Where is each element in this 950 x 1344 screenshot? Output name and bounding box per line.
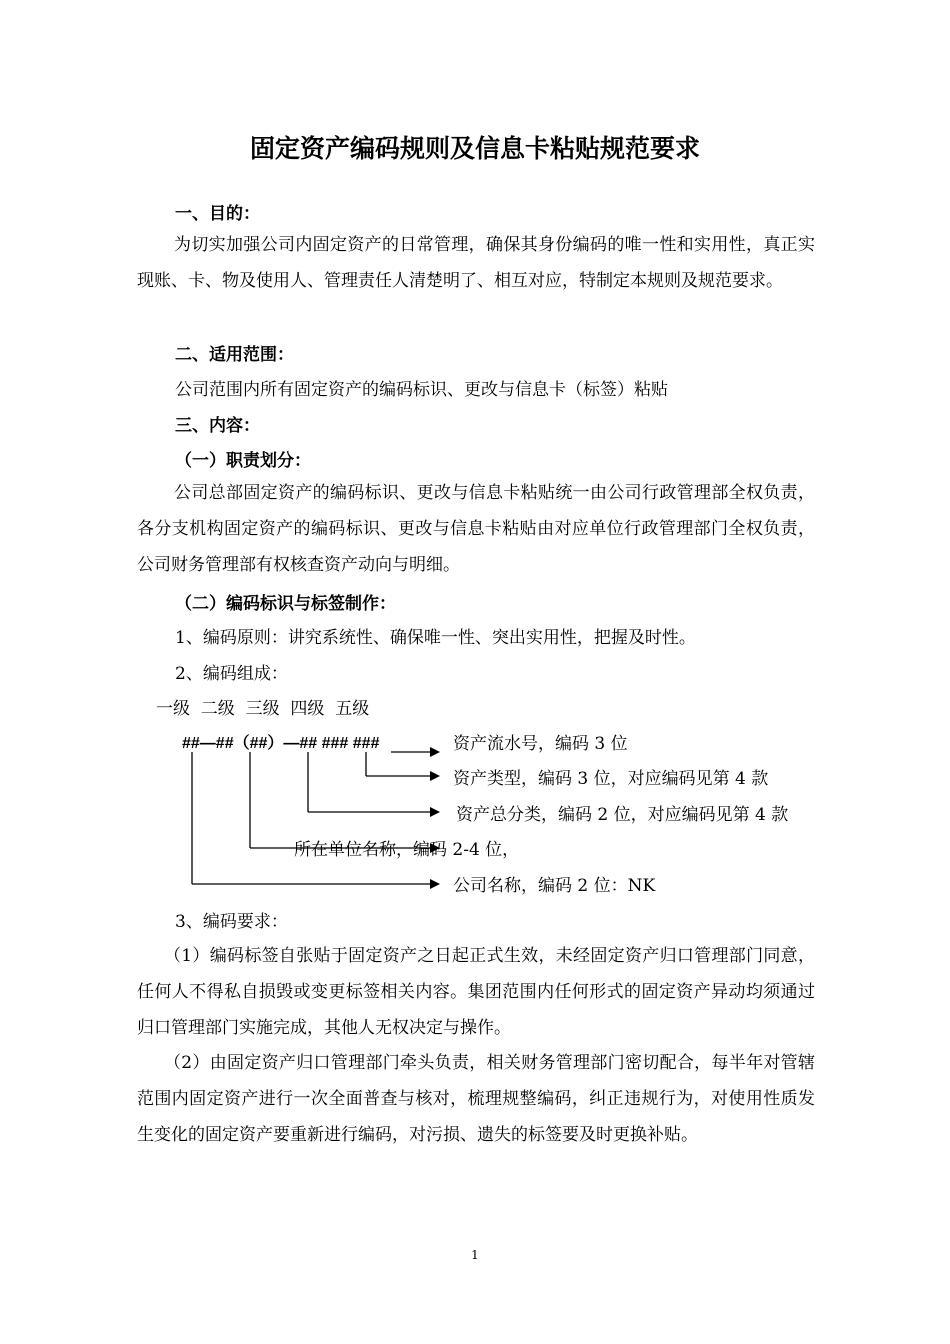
page-title: 固定资产编码规则及信息卡粘贴规范要求 [249,134,700,163]
section-2-text: 公司范围内所有固定资产的编码标识、更改与信息卡（标签）粘贴 [175,380,668,400]
page-number: 1 [471,1248,479,1262]
code-levels: 一级 二级 三级 四级 五级 [156,699,370,719]
label-serial: 资产流水号，编码 3 位 [453,734,628,754]
label-company-name: 公司名称，编码 2 位：NK [453,876,656,896]
item-1: 1、编码原则：讲究系统性、确保唯一性、突出实用性，把握及时性。 [175,628,696,648]
code-format: ##—##（##）—## ### ### [182,735,380,752]
section-1-heading: 一、目的： [175,204,260,224]
section-1-text: 为切实加强公司内固定资产的日常管理，确保其身份编码的唯一性和实用性，真正实现账、卡、物及使用人、管理责任人清楚明了、相互对应，特制定本规则及规范要求。 [137,235,815,291]
item-3: 3、编码要求： [175,912,288,932]
subsection-1-text: 公司总部固定资产的编码标识、更改与信息卡粘贴统一由公司行政管理部全权负责，各分支机构固定资产的编码标识、更改与信息卡粘贴由对应单位行政管理部门全权负责，公司财务管理部有权核查资产动向与明细。 [137,483,815,575]
section-3-heading: 三、内容： [175,416,260,436]
subsection-2-heading: （二）编码标识与标签制作： [175,594,396,614]
requirement-1: （1）编码标签自张贴于固定资产之日起正式生效，未经固定资产归口管理部门同意，任何人不得私自损毁或变更标签相关内容。集团范围内任何形式的固定资产异动均须通过归口管理部门实施完成，其他人无权决定与操作。 [137,946,815,1038]
item-2: 2、编码组成： [175,664,288,684]
label-asset-category: 资产总分类，编码 2 位，对应编码见第 4 款 [456,805,789,825]
label-unit-name: 所在单位名称，编码 2-4 位， [294,840,520,860]
requirement-2: （2）由固定资产归口管理部门牵头负责，相关财务管理部门密切配合，每半年对管辖范围内固定资产进行一次全面普查与核对，梳理规整编码，纠正违规行为，对使用性质发生变化的固定资产要重新进行编码，对污损、遗失的标签要及时更换补贴。 [137,1053,815,1145]
label-asset-type: 资产类型，编码 3 位，对应编码见第 4 款 [453,769,769,789]
subsection-1-heading: （一）职责划分： [175,451,311,471]
arrow-icon [430,747,440,757]
arrow-icon [430,771,440,781]
arrow-icon [430,807,440,817]
arrow-icon [430,879,440,889]
section-2-heading: 二、适用范围： [175,345,294,365]
